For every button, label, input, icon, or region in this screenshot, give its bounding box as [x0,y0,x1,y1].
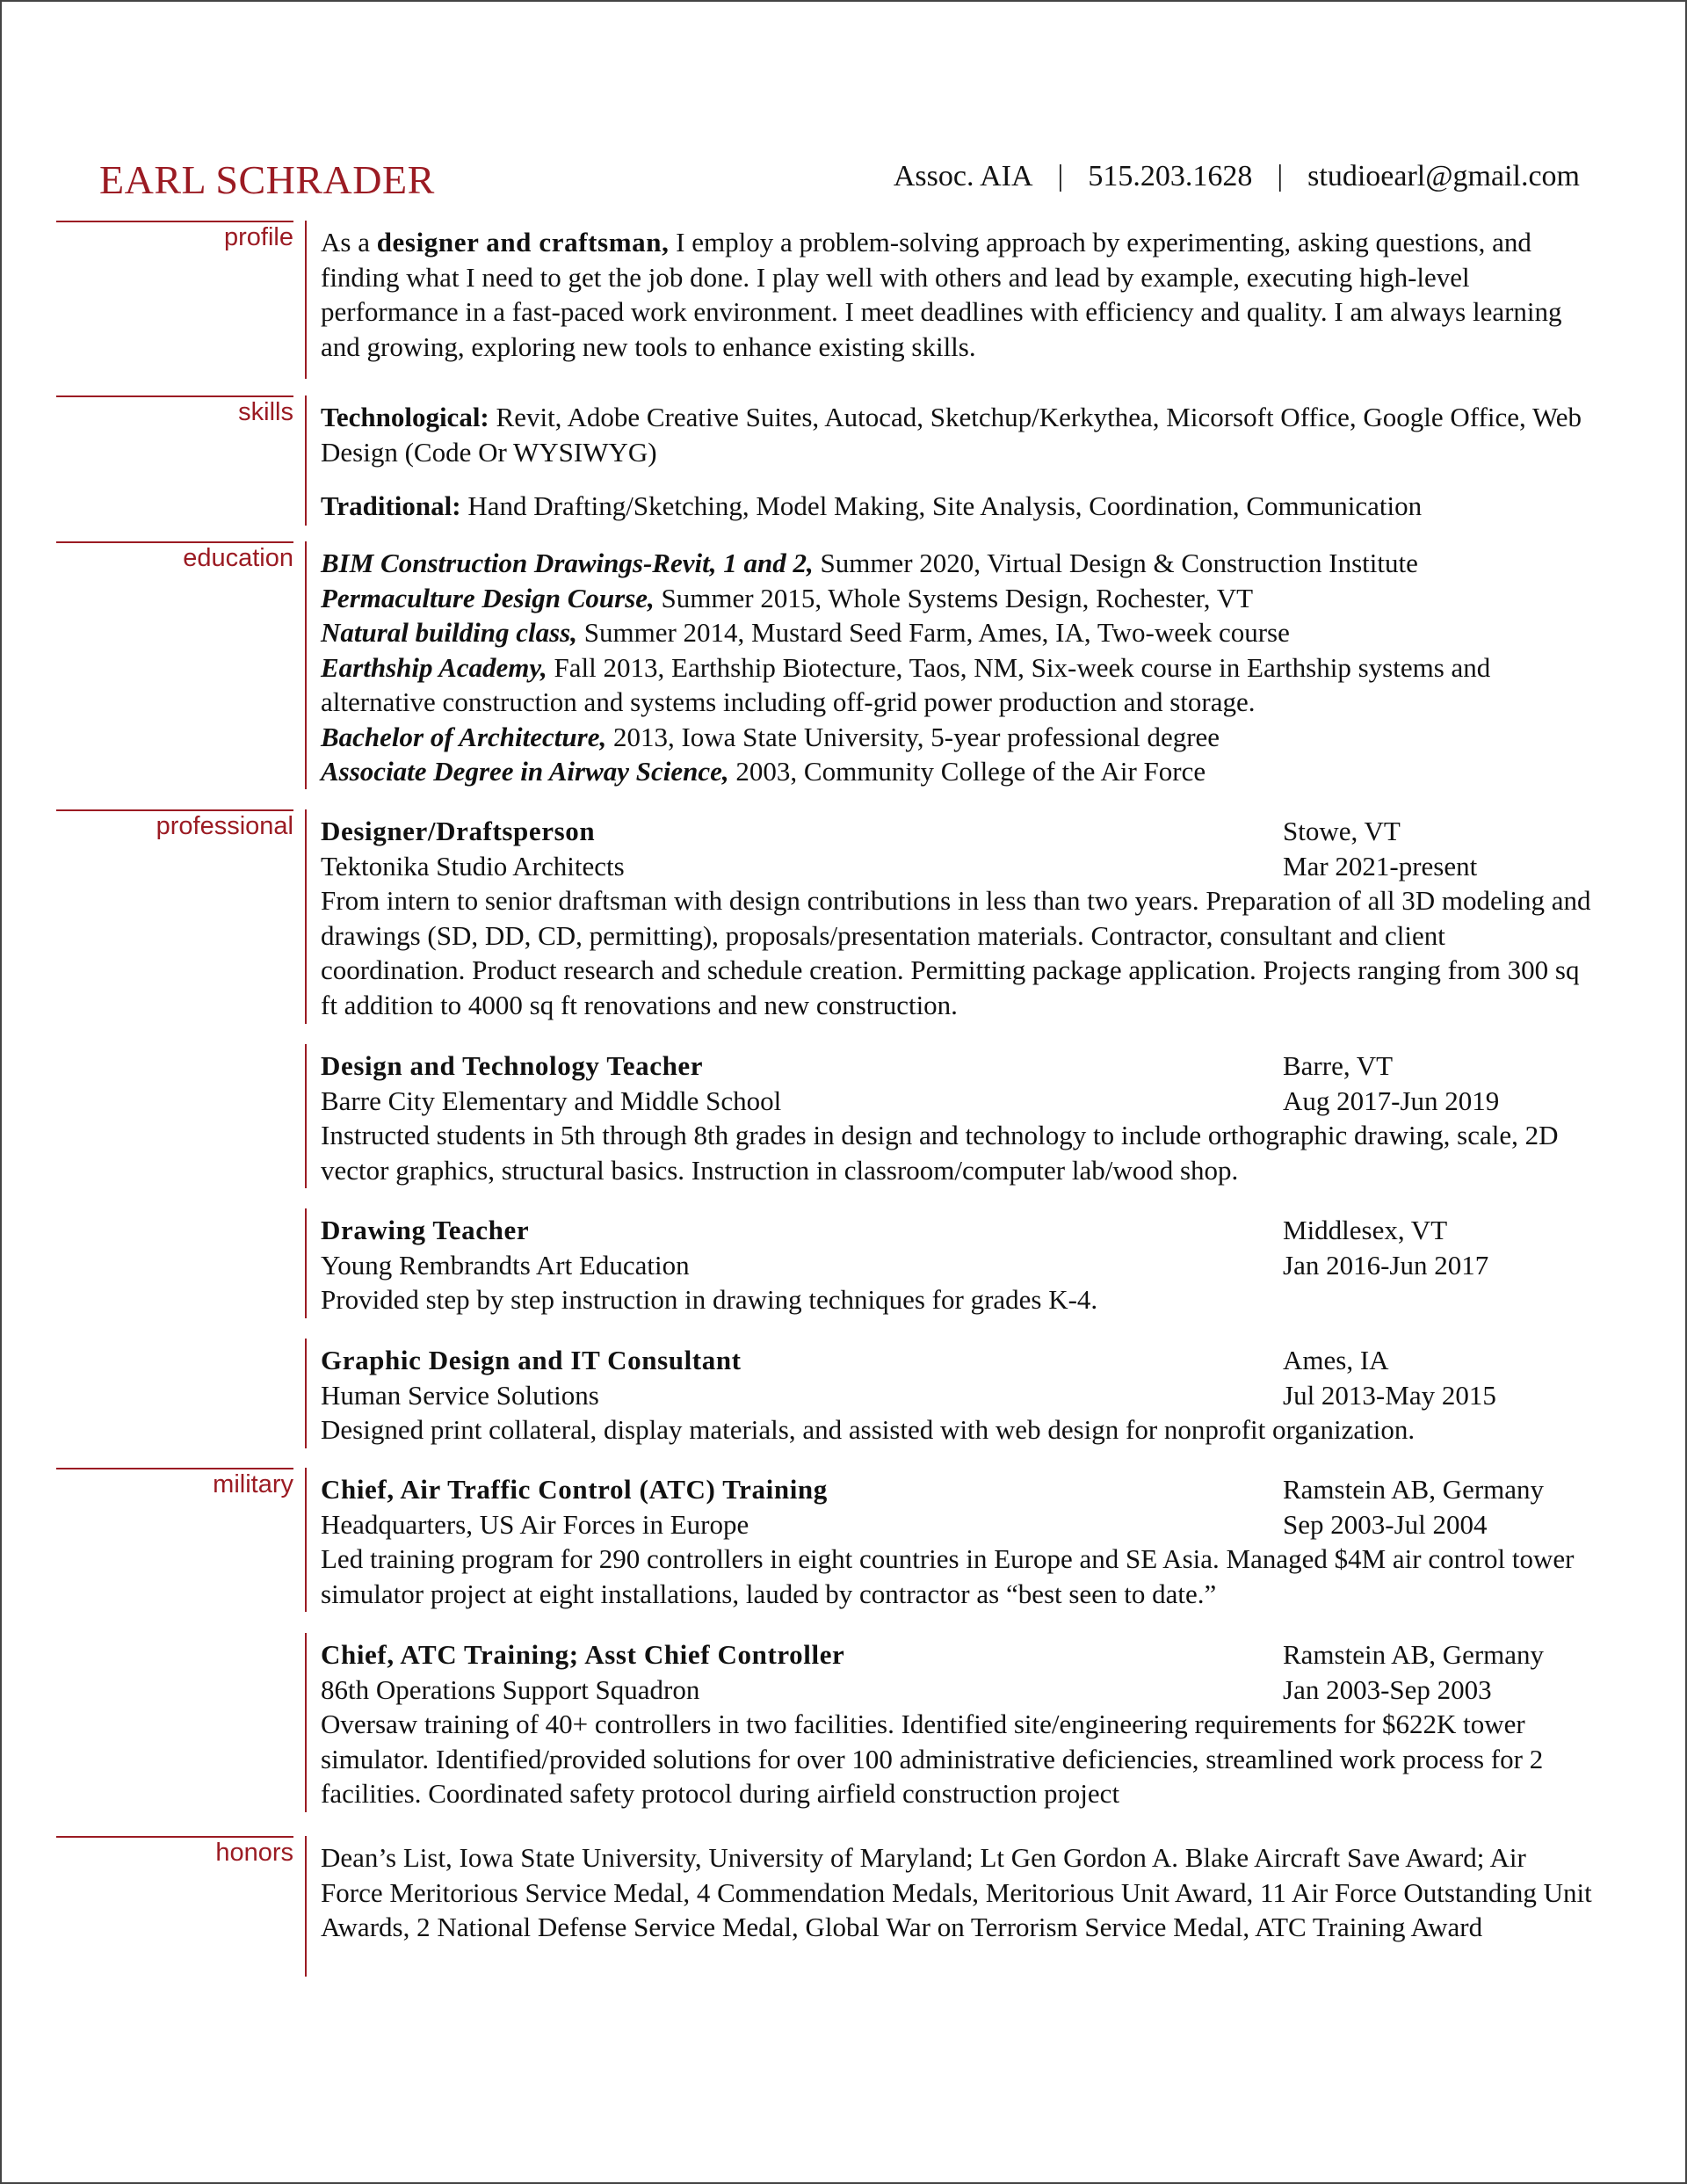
job-dates: Jan 2016-Jun 2017 [1283,1249,1489,1281]
education-entry: Bachelor of Architecture, 2013, Iowa State University, 5-year professional degree [321,721,1220,752]
education-section [321,546,1595,789]
job-title: Drawing Teacher [321,1215,530,1245]
section-label-profile: profile [56,221,293,252]
section-rule [305,1468,307,1612]
honors-section [321,1840,1595,1945]
section-label-skills: skills [56,395,293,427]
education-entry: Permaculture Design Course, Summer 2015, Whole Systems Design, Rochester, VT [321,582,1254,613]
section-rule [305,1339,307,1448]
section-rule [305,1208,307,1318]
section-rule [305,395,307,526]
job-title: Graphic Design and IT Consultant [321,1345,742,1375]
section-label-military: military [56,1468,293,1499]
job-organization: Tektonika Studio Architects [321,850,625,882]
job-title: Design and Technology Teacher [321,1050,704,1081]
section-rule [305,1836,307,1977]
candidate-name: EARL SCHRADER [99,157,435,202]
section-rule [305,221,307,379]
military-entry [321,1472,1595,1611]
job-description: Oversaw training of 40+ controllers in two facilities. Identified site/engineering requirements for $622K tower simulator. Identified/provided solutions for over 100 administrative deficiencies, streamlined work process for 2 facilities. Coordinated safety protocol during airfield construction project [321,1709,1544,1809]
honors-text: Dean’s List, Iowa State University, University of Maryland; Lt Gen Gordon A. Blake Aircraft Save Award; Air Force Meritorious Service Medal, 4 Commendation Medals, Meritorious Unit Award, 11 Air Force Outstanding Unit Awards, 2 National Defense Service Medal, Global War on Terrorism Service Medal, ATC Training Award [321,1842,1592,1942]
job-title: Chief, ATC Training; Asst Chief Controller [321,1639,845,1670]
job-organization: Young Rembrandts Art Education [321,1249,690,1281]
job-location: Ramstein AB, Germany [1283,1639,1545,1670]
job-description: Provided step by step instruction in drawing techniques for grades K-4. [321,1284,1098,1315]
credential: Assoc. AIA [893,160,1033,192]
education-entry: Earthship Academy, Fall 2013, Earthship Biotecture, Taos, NM, Six-week course in Earthship systems and alternative construction and systems including off-grid power production and storage. [321,651,1491,717]
job-title: Designer/Draftsperson [321,816,596,846]
section-label-honors: honors [56,1836,293,1868]
separator: | [1277,160,1284,192]
job-entry [321,814,1595,1022]
section-rule [305,1044,307,1188]
education-entry: Associate Degree in Airway Science, 2003, Community College of the Air Force [321,756,1206,787]
education-entry: BIM Construction Drawings-Revit, 1 and 2, Summer 2020, Virtual Design & Construction Institute [321,548,1418,578]
job-organization: Human Service Solutions [321,1379,599,1411]
education-entry: Natural building class, Summer 2014, Mustard Seed Farm, Ames, IA, Two-week course [321,617,1290,648]
skills-technological: Technological: Revit, Adobe Creative Suites, Autocad, Sketchup/Kerkythea, Micorsoft Office, Google Office, Web Design (Code Or WYSIWYG) [321,402,1582,468]
job-dates: Mar 2021-present [1283,850,1478,882]
military-entry [321,1637,1595,1811]
profile-emphasis: designer and craftsman, [376,227,670,258]
job-organization: Barre City Elementary and Middle School [321,1085,782,1116]
job-entry [321,1213,1595,1317]
job-entry [321,1048,1595,1187]
separator: | [1057,160,1064,192]
job-description: Designed print collateral, display materials, and assisted with web design for nonprofit organization. [321,1414,1415,1445]
job-dates: Jan 2003-Sep 2003 [1283,1673,1492,1705]
job-location: Barre, VT [1283,1050,1394,1081]
profile-section [321,225,1595,364]
job-dates: Jul 2013-May 2015 [1283,1379,1496,1411]
job-location: Ames, IA [1283,1345,1389,1375]
section-rule [305,541,307,789]
section-rule [305,1633,307,1812]
job-dates: Aug 2017-Jun 2019 [1283,1085,1500,1116]
job-title: Chief, Air Traffic Control (ATC) Training [321,1474,828,1505]
job-organization: 86th Operations Support Squadron [321,1673,700,1705]
job-location: Stowe, VT [1283,816,1401,846]
job-organization: Headquarters, US Air Forces in Europe [321,1508,749,1540]
email[interactable]: studioearl@gmail.com [1307,160,1580,192]
job-description: Instructed students in 5th through 8th grades in design and technology to include orthographic drawing, scale, 2D vector graphics, structural basics. Instruction in classroom/computer lab/wood shop. [321,1120,1559,1186]
skills-section [321,400,1595,524]
job-location: Middlesex, VT [1283,1215,1448,1245]
phone: 515.203.1628 [1088,160,1253,192]
profile-text: As a designer and craftsman, I employ a problem-solving approach by experimenting, asking questions, and finding what I need to get the job done. I play well with others and lead by example, executing high-level performance in a fast-paced work environment. I meet deadlines with efficiency and quality. I am always learning and growing, exploring new tools to enhance existing skills. [321,227,1562,362]
skills-traditional: Traditional: Hand Drafting/Sketching, Model Making, Site Analysis, Coordination, Communication [321,490,1423,521]
job-description: Led training program for 290 controllers in eight countries in Europe and SE Asia. Managed $4M air control tower simulator project at eight installations, lauded by contractor as “best seen to date.” [321,1543,1575,1609]
section-label-professional: professional [56,809,293,841]
section-label-education: education [56,541,293,573]
job-location: Ramstein AB, Germany [1283,1474,1545,1505]
job-dates: Sep 2003-Jul 2004 [1283,1508,1488,1540]
section-rule [305,809,307,1024]
job-description: From intern to senior draftsman with design contributions in less than two years. Preparation of all 3D modeling and drawings (SD, DD, CD, permitting), proposals/presentation materials. Contractor, consultant and client coordination. Product research and schedule creation. Permitting package application. Projects ranging from 300 sq ft addition to 4000 sq ft renovations and new construction. [321,885,1591,1020]
contact-line [833,160,1580,193]
job-entry [321,1343,1595,1448]
